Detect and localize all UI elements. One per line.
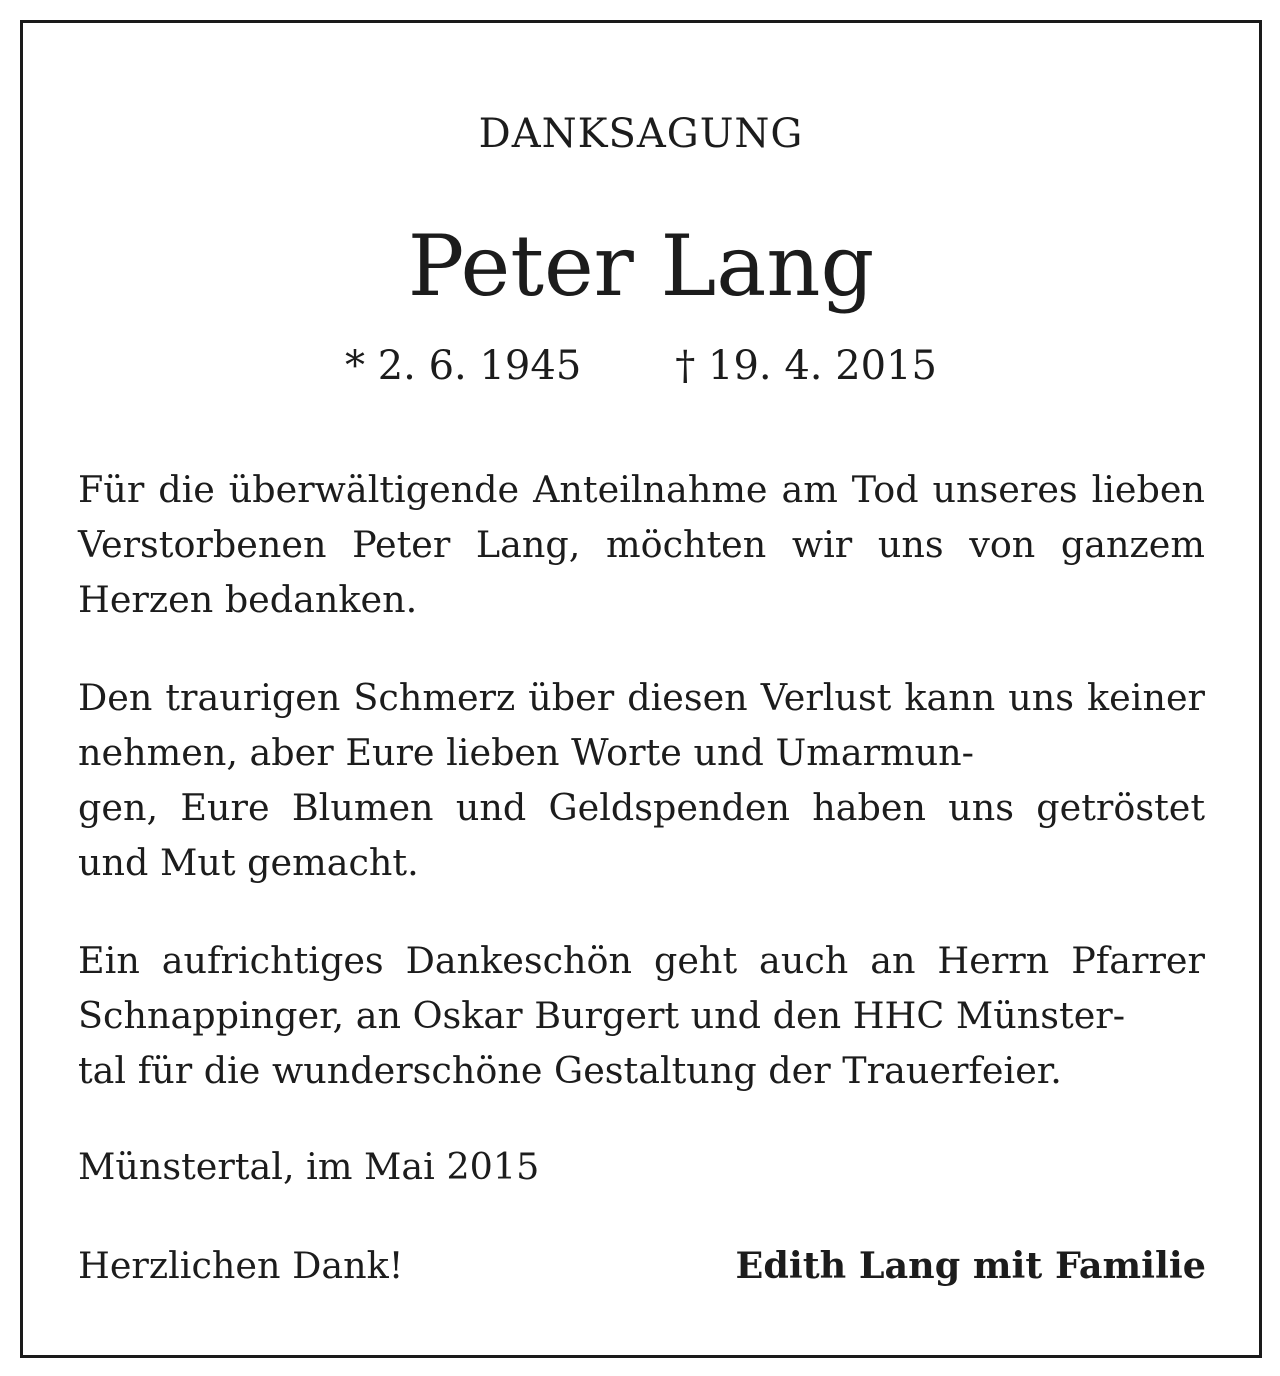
place-and-date: Münstertal, im Mai 2015 <box>78 1145 540 1188</box>
thanks-paragraph-3: Ein aufrichtiges Dankeschön geht auch an Herrn Pfarrer Schnappinger, an Oskar Burgert und den HHC Münster- tal für die wunderschöne Gestaltung der Trauerfeier. <box>78 939 1205 1092</box>
birth-date: * 2. 6. 1945 <box>345 343 582 389</box>
death-date: † 19. 4. 2015 <box>675 343 937 389</box>
closing-thanks: Herzlichen Dank! <box>78 1244 404 1287</box>
life-dates <box>23 341 1259 391</box>
family-signature: Edith Lang mit Familie <box>735 1244 1206 1287</box>
thanks-paragraph-2: Den traurigen Schmerz über diesen Verlust kann uns keiner nehmen, aber Eure lieben Worte und Umarmun- gen, Eure Blumen und Geldspenden haben uns getröstet und Mut gemacht. <box>78 676 1205 884</box>
thanks-paragraph-1: Für die überwältigende Anteilnahme am Tod unseres lieben Verstorbenen Peter Lang, möchten wir uns von ganzem Herzen bedanken. <box>78 468 1205 621</box>
obituary-notice-frame <box>20 20 1262 1358</box>
deceased-name: Peter Lang <box>407 217 875 315</box>
notice-heading: DANKSAGUNG <box>478 111 804 157</box>
